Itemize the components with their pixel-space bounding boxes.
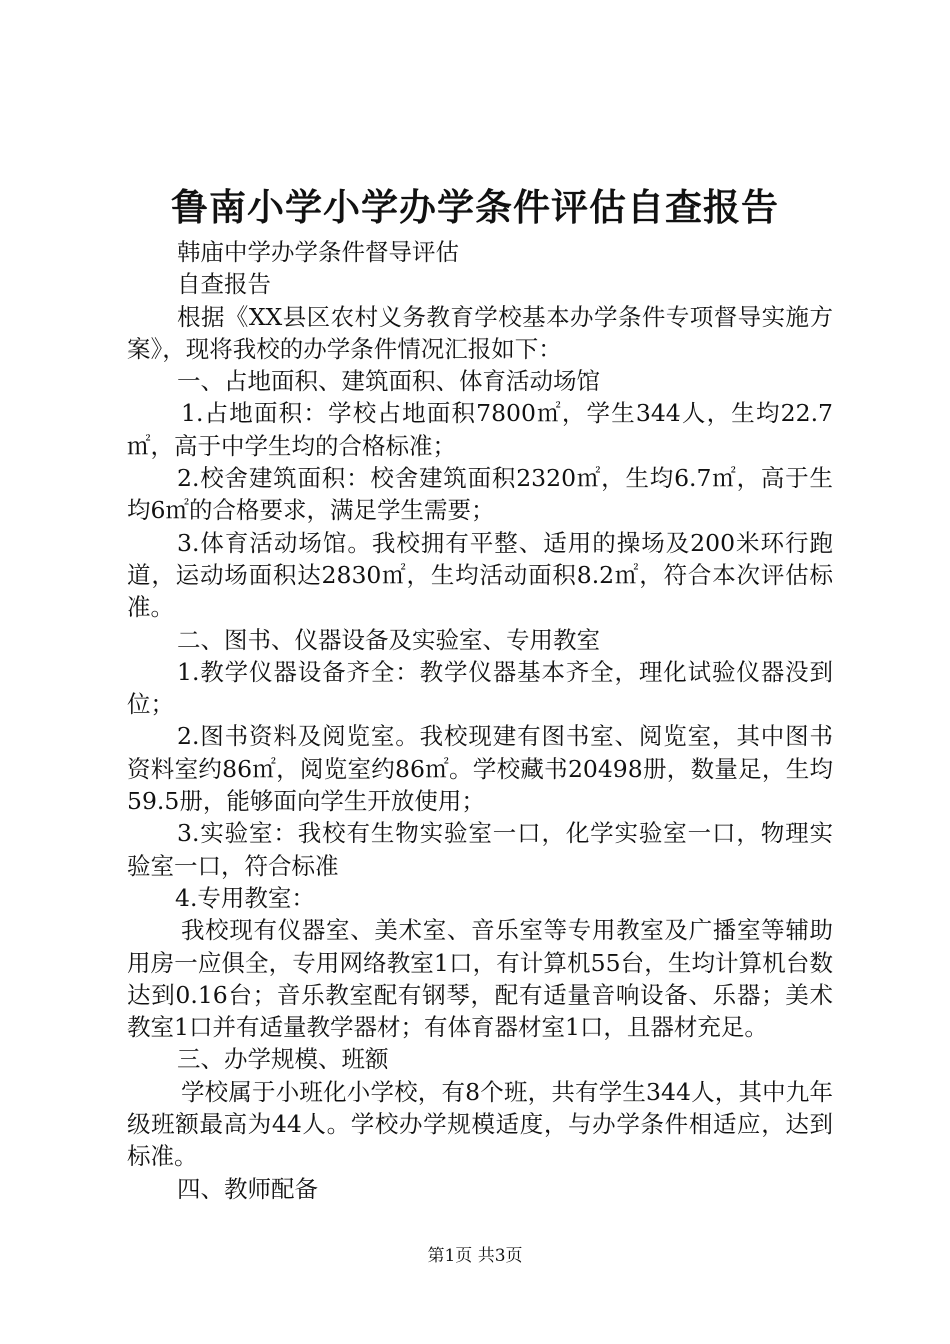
paragraph-school-heading: 韩庙中学办学条件督导评估 [177, 238, 459, 266]
paragraph-special-classrooms-heading: 4.专用教室： [175, 883, 315, 912]
section-heading-1: 一、占地面积、建筑面积、体育活动场馆 [177, 367, 600, 396]
section-heading-2: 二、图书、仪器设备及实验室、专用教室 [177, 625, 600, 654]
paragraph-laboratories: 3.实验室：我校有生物实验室一口，化学实验室一口，物理实验室一口，符合标准 [127, 819, 833, 880]
paragraph-library: 2.图书资料及阅览室。我校现建有图书室、阅览室，其中图书资料室约86㎡，阅览室约86㎡。学校藏书20498册，数量足，生均59.5册，能够面向学生开放使用； [127, 722, 833, 816]
paragraph-special-classrooms: 我校现有仪器室、美术室、音乐室等专用教室及广播室等辅助用房一应俱全，专用网络教室1口，有计算机55台，生均计算机台数达到0.16台；音乐教室配有钢琴，配有适量音响设备、乐器；美术教室1口并有适量教学器材；有体育器材室1口，且器材充足。 [127, 916, 833, 1042]
section-heading-4: 四、教师配备 [177, 1174, 318, 1203]
section-heading-3: 三、办学规模、班额 [177, 1045, 389, 1074]
document-title: 鲁南小学小学办学条件评估自查报告 [171, 185, 779, 229]
paragraph-sports-venue: 3.体育活动场馆。我校拥有平整、适用的操场及200米环行跑道，运动场面积达2830㎡，生均活动面积8.2㎡，符合本次评估标准。 [127, 528, 833, 622]
paragraph-building-area: 2.校舍建筑面积：校舍建筑面积2320㎡，生均6.7㎡，高于生均6㎡的合格要求，满足学生需要； [127, 464, 833, 525]
page-number-footer: 第1页 共3页 [427, 1246, 523, 1266]
paragraph-land-area: 1.占地面积：学校占地面积7800㎡，学生344人，生均22.7㎡，高于中学生均的合格标准； [127, 399, 833, 460]
paragraph-intro: 根据《XX县区农村义务教育学校基本办学条件专项督导实施方案》，现将我校的办学条件情况汇报如下： [127, 302, 833, 363]
document-body [127, 236, 833, 1205]
paragraph-equipment: 1.教学仪器设备齐全：教学仪器基本齐全，理化试验仪器没到位； [127, 657, 833, 719]
paragraph-report-heading: 自查报告 [177, 270, 271, 299]
paragraph-school-scale: 学校属于小班化小学校，有8个班，共有学生344人，其中九年级班额最高为44人。学校办学规模适度，与办学条件相适应，达到标准。 [127, 1077, 833, 1171]
